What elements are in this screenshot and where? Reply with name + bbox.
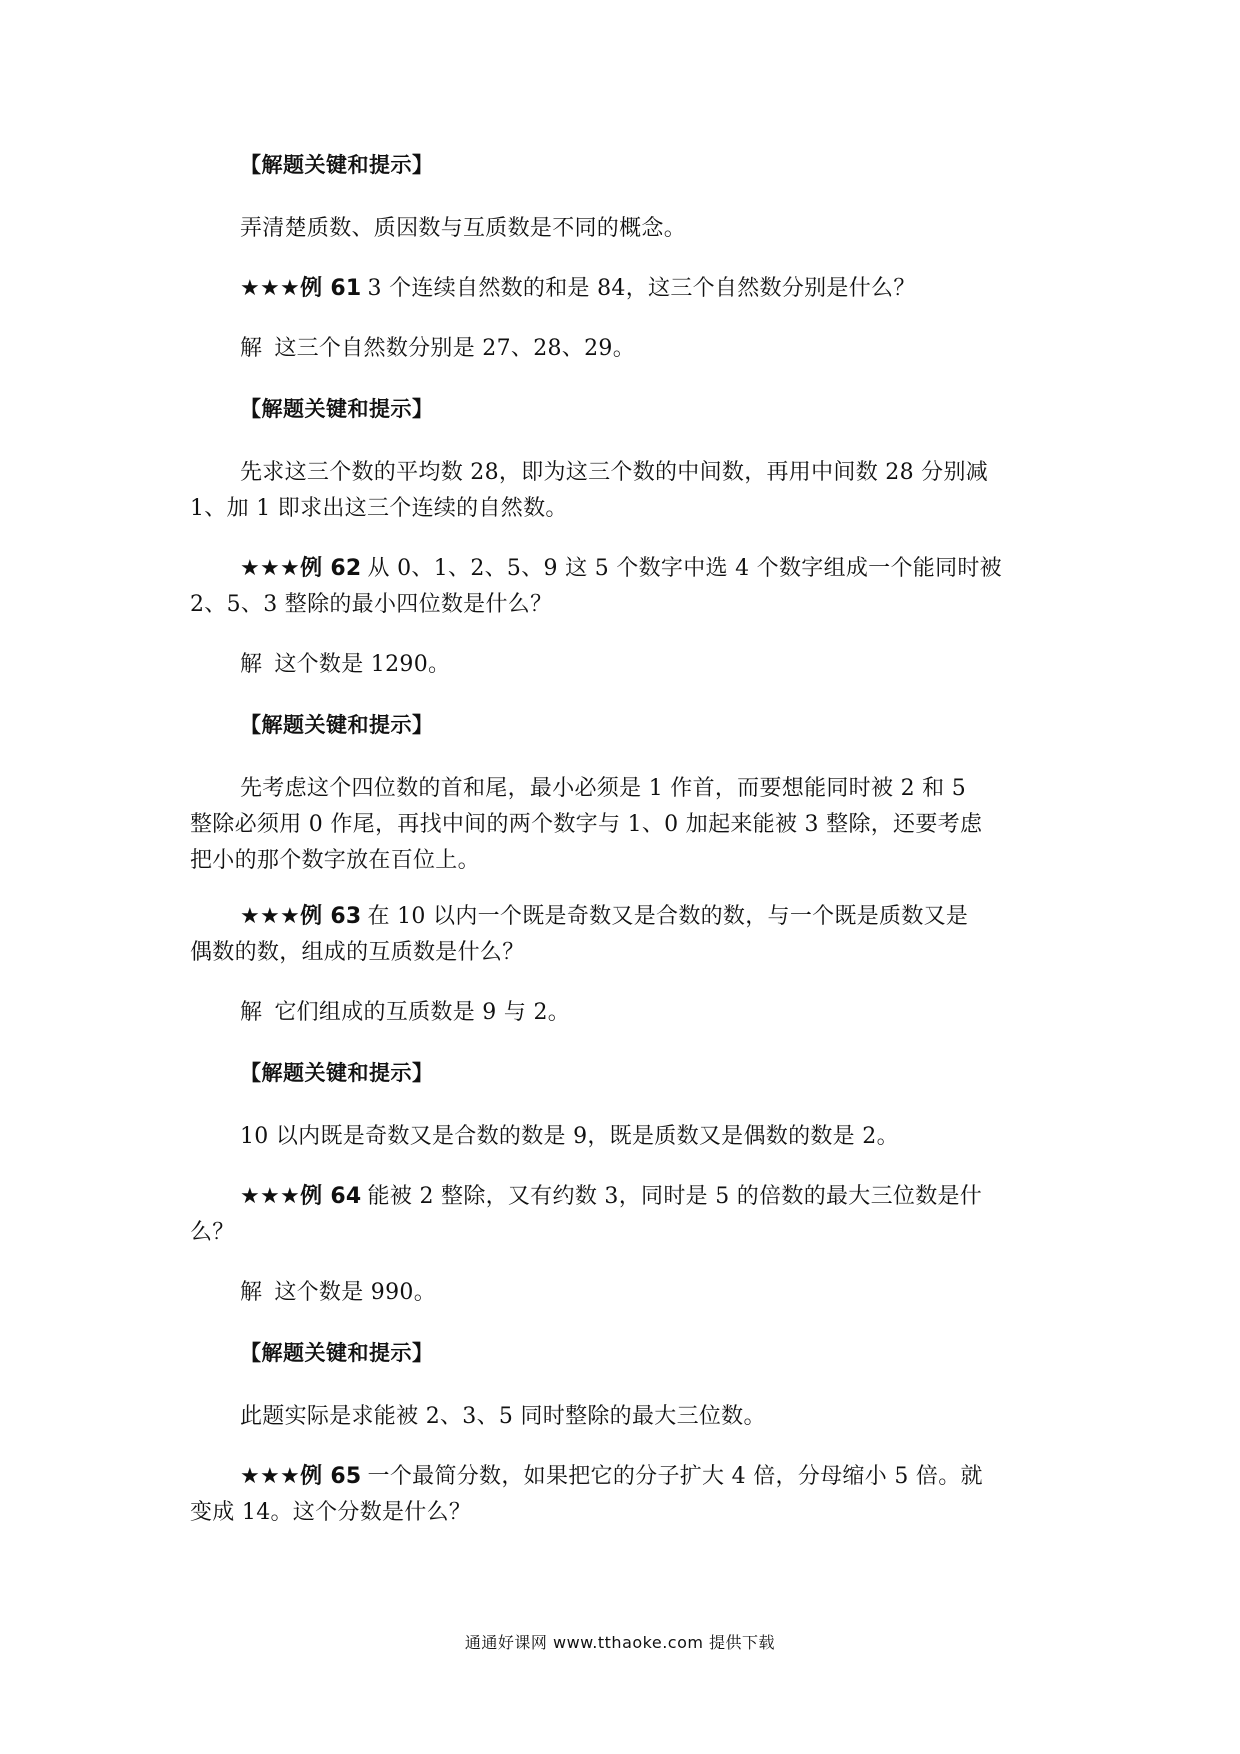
- example-61-answer: [240, 335, 635, 363]
- hint-heading: 【解题关键和提示】: [240, 1341, 434, 1365]
- example-65-label: ★★★例 65: [240, 1464, 362, 1489]
- example-63-answer-text: 它们组成的互质数是 9 与 2。: [274, 1000, 571, 1025]
- example-62-question-line-2: 2、5、3 整除的最小四位数是什么？: [190, 592, 553, 617]
- example-62-label: ★★★例 62: [240, 556, 362, 581]
- example-65-question-line-2: 变成 14。这个分数是什么？: [190, 1500, 472, 1525]
- example-61-question: [240, 275, 916, 303]
- example-62-answer: [240, 651, 450, 679]
- example-64-question-line-1: [240, 1183, 982, 1211]
- example-64-hint-line-1: 此题实际是求能被 2、3、5 同时整除的最大三位数。: [240, 1404, 766, 1429]
- solution-marker: 解: [240, 336, 263, 361]
- example-63-question-text: 在 10 以内一个既是奇数又是合数的数，与一个既是质数又是: [367, 904, 969, 929]
- example-62-hint-line-1: 先考虑这个四位数的首和尾，最小必须是 1 作首，而要想能同时被 2 和 5: [240, 776, 967, 801]
- solution-marker: 解: [240, 1280, 263, 1305]
- example-62-hint-line-2: 整除必须用 0 作尾，再找中间的两个数字与 1、0 加起来能被 3 整除，还要考虑: [190, 812, 983, 837]
- example-64-label: ★★★例 64: [240, 1184, 362, 1209]
- example-63-hint-line-1: 10 以内既是奇数又是合数的数是 9，既是质数又是偶数的数是 2。: [240, 1124, 899, 1149]
- hint-heading: 【解题关键和提示】: [240, 713, 434, 737]
- example-62-answer-text: 这个数是 1290。: [274, 652, 451, 677]
- example-62-hint-line-3: 把小的那个数字放在百位上。: [190, 848, 480, 873]
- solution-marker: 解: [240, 1000, 263, 1025]
- hint-heading: 【解题关键和提示】: [240, 397, 434, 421]
- hint-heading: 【解题关键和提示】: [240, 1061, 434, 1085]
- hint-heading: 【解题关键和提示】: [240, 153, 434, 177]
- example-64-answer: [240, 1279, 436, 1307]
- example-63-answer: [240, 999, 570, 1027]
- example-65-question-text: 一个最简分数，如果把它的分子扩大 4 倍，分母缩小 5 倍。就: [367, 1464, 983, 1489]
- example-65-question-line-1: [240, 1463, 983, 1491]
- example-64-answer-text: 这个数是 990。: [274, 1280, 436, 1305]
- example-63-label: ★★★例 63: [240, 904, 362, 929]
- page-footer: 通通好课网 www.tthaoke.com 提供下载: [464, 1633, 776, 1652]
- example-62-question-text: 从 0、1、2、5、9 这 5 个数字中选 4 个数字组成一个能同时被: [367, 556, 1002, 581]
- example-64-question-line-2: 么？: [190, 1220, 235, 1245]
- example-64-question-text: 能被 2 整除，又有约数 3，同时是 5 的倍数的最大三位数是什: [367, 1184, 983, 1209]
- example-61-answer-text: 这三个自然数分别是 27、28、29。: [274, 336, 635, 361]
- example-61-label: ★★★例 61: [240, 276, 362, 301]
- hint-text: 弄清楚质数、质因数与互质数是不同的概念。: [240, 216, 687, 241]
- example-63-question-line-2: 偶数的数，组成的互质数是什么？: [190, 940, 525, 965]
- example-63-question-line-1: [240, 903, 968, 931]
- example-61-question-text: 3 个连续自然数的和是 84，这三个自然数分别是什么？: [367, 276, 916, 301]
- example-61-hint-line-2: 1、加 1 即求出这三个连续的自然数。: [190, 496, 568, 521]
- solution-marker: 解: [240, 652, 263, 677]
- example-61-hint-line-1: 先求这三个数的平均数 28，即为这三个数的中间数，再用中间数 28 分别减: [240, 460, 989, 485]
- example-62-question-line-1: [240, 555, 1002, 583]
